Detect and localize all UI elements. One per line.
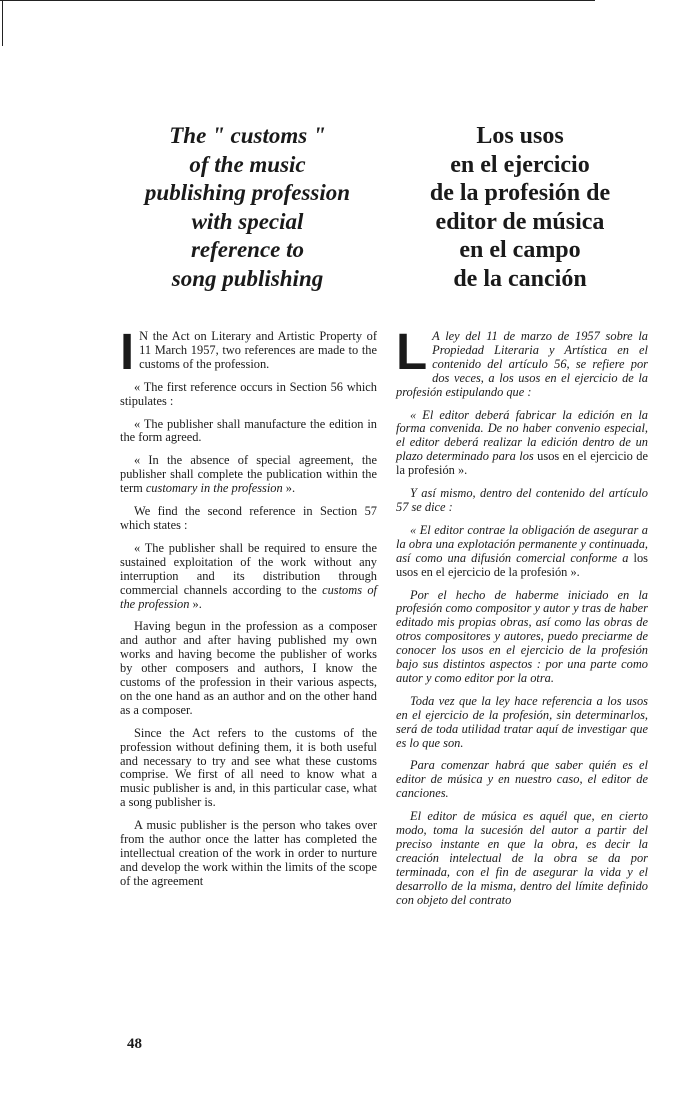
paragraph-text: A ley del 11 de marzo de 1957 sobre la Propiedad Literaria y Artística en el contenido del artículo 56, se refiere por dos veces, a los usos en el ejercicio de la profesión estipulando que : bbox=[396, 329, 648, 399]
italic-phrase: customary in the profession bbox=[145, 481, 283, 496]
paragraph-text: ». bbox=[567, 564, 580, 579]
italic-phrase: « El editor deberá fabricar la edición en la forma convenida. De no haber convenio especial, el editor deberá realizar la edición dentro de un plazo determinado para los bbox=[396, 407, 648, 464]
title-es-line: en el campo bbox=[459, 237, 581, 263]
spanish-column bbox=[396, 323, 648, 917]
paragraph: Por el hecho de haberme iniciado en la profesión como compositor y autor y tras de haber editado mis propias obras, así como las obras de otros compositores y autores, puedo preciarme de conocer los usos en el ejercicio de la profesión bajo sus distintos aspectos : por una parte como autor y como editor por la otra. bbox=[396, 587, 648, 685]
paragraph-text: ». bbox=[282, 481, 296, 496]
title-es-line: de la canción bbox=[453, 265, 587, 292]
paragraph bbox=[120, 323, 377, 380]
title-es-line: de la profesión de bbox=[429, 180, 611, 206]
title-es-line: Los usos bbox=[476, 123, 564, 149]
paragraph-text: los usos en el ejercicio de la profesión bbox=[396, 550, 648, 579]
paragraph: El editor de música es aquél que, en cierto modo, toma la sucesión del autor a partir del preciso instante en que la obra, es decir la creación intelectual de la obra se da por terminada, con el fin de asegurar la vida y el desarrollo de la misma, dentro del límite definido con objeto del contrato bbox=[396, 809, 648, 907]
paragraph bbox=[396, 323, 648, 400]
title-en-line: reference to bbox=[190, 237, 305, 262]
paragraph: Y así mismo, dentro del contenido del artículo 57 se dice : bbox=[396, 486, 648, 514]
title-en-line: publishing profession bbox=[144, 180, 351, 205]
paragraph bbox=[396, 409, 648, 479]
page-top-rule bbox=[0, 0, 595, 1]
italic-phrase: « El editor contrae la obligación de asegurar a la obra una explotación permanente y continuada, así como una difusión comercial conforme a bbox=[396, 522, 648, 565]
paragraph bbox=[120, 542, 377, 612]
title-en-line: of the music bbox=[189, 151, 306, 177]
page-left-rule bbox=[2, 0, 3, 46]
paragraph bbox=[396, 524, 648, 580]
paragraph-text: ». bbox=[189, 596, 202, 611]
paragraph: « The publisher shall manufacture the edition in the form agreed. bbox=[120, 416, 377, 445]
paragraph: Para comenzar habrá que saber quién es el editor de música y en nuestro caso, el editor de canciones. bbox=[396, 758, 648, 801]
paragraph: Since the Act refers to the customs of the profession without defining them, it is both useful and necessary to try and see what these customs comprise. We first of all need to know what a music publisher is and, in this particular case, what a song publisher is. bbox=[120, 725, 377, 810]
title-en-line: with special bbox=[191, 208, 304, 234]
title-spanish bbox=[400, 122, 640, 293]
paragraph: « The first reference occurs in Section 56 which stipulates : bbox=[120, 379, 377, 408]
paragraph-text: N the Act on Literary and Artistic Property of 11 March 1957, two references are made to the customs of the profession. bbox=[139, 329, 377, 371]
paragraph: Having begun in the profession as a composer and author and after having published my own works and having become the publisher of works by other composers and authors, I know the customs of the profession in their various aspects, on the one hand as an author and on the other hand as a composer. bbox=[120, 619, 377, 717]
paragraph-text: ». bbox=[454, 463, 468, 478]
paragraph-text: usos en el ejercicio de la profesión bbox=[396, 449, 648, 478]
paragraph: We find the second reference in Section 57 which states : bbox=[120, 504, 377, 532]
paragraph: Toda vez que la ley hace referencia a los usos en el ejercicio de la profesión, sin determinarlos, será de toda utilidad tratar aquí de investigar que es lo que son. bbox=[396, 693, 648, 750]
paragraph-text: « In the absence of special agreement, the publisher shall complete the publication within the term bbox=[120, 453, 377, 496]
page-number: 48 bbox=[127, 1036, 142, 1052]
paragraph: A music publisher is the person who takes over from the author once the latter has completed the intellectual creation of the work in order to nurture and develop the work within the limits of the scope of the agreement bbox=[120, 818, 377, 888]
title-english bbox=[125, 122, 370, 293]
english-column bbox=[120, 323, 377, 898]
title-es-line: en el ejercicio bbox=[450, 151, 590, 178]
title-en-line: song publishing bbox=[171, 265, 324, 291]
drop-cap: I bbox=[120, 323, 135, 380]
paragraph-text: « The publisher shall be required to ensure the sustained exploitation of the work without any interruption and its distribution through commercial channels according to the bbox=[120, 540, 377, 597]
drop-cap: L bbox=[396, 323, 428, 380]
italic-phrase: customs of the profession bbox=[120, 582, 377, 611]
paragraph bbox=[120, 454, 377, 496]
title-en-line: The " customs " bbox=[169, 123, 326, 148]
title-es-line: editor de música bbox=[435, 208, 605, 235]
